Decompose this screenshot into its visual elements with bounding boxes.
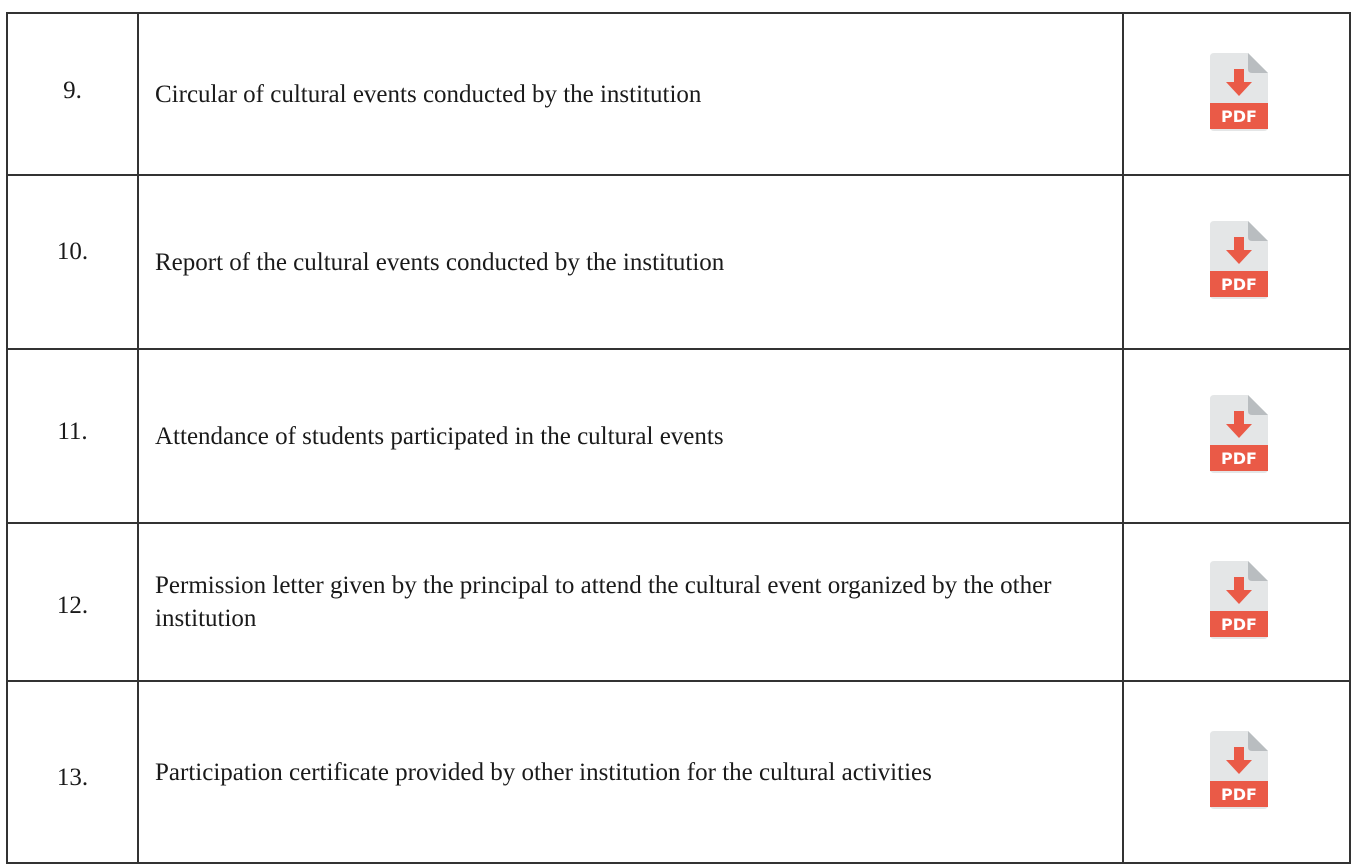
row-description: Attendance of students participated in the cultural events [138,349,1123,523]
row-description: Participation certificate provided by other institution for the cultural activities [138,681,1123,863]
documents-table [6,12,1351,864]
row-number-cell [7,175,138,349]
table-row [7,523,1350,681]
row-number-cell [7,349,138,523]
row-number: 9. [63,77,82,104]
pdf-download-icon[interactable] [1210,561,1268,639]
row-number: 11. [57,418,88,445]
row-number: 10. [56,238,89,265]
pdf-download-icon[interactable] [1210,221,1268,299]
pdf-cell [1123,681,1350,863]
pdf-label: PDF [1220,106,1257,126]
pdf-cell [1123,13,1350,175]
pdf-cell [1123,523,1350,681]
row-number: 13. [56,764,89,791]
row-description: Permission letter given by the principal to attend the cultural event organized by the other institution [138,523,1123,681]
pdf-label: PDF [1220,448,1257,468]
row-number-cell [7,13,138,175]
table-row [7,349,1350,523]
pdf-cell [1123,349,1350,523]
pdf-label: PDF [1220,274,1257,294]
row-number-cell [7,681,138,863]
pdf-label: PDF [1220,614,1257,634]
row-description: Report of the cultural events conducted by the institution [138,175,1123,349]
row-number-cell [7,523,138,681]
row-number: 12. [56,592,89,619]
pdf-download-icon[interactable] [1210,731,1268,809]
pdf-cell [1123,175,1350,349]
pdf-download-icon[interactable] [1210,395,1268,473]
pdf-download-icon[interactable] [1210,53,1268,131]
row-description: Circular of cultural events conducted by the institution [138,13,1123,175]
table-row [7,13,1350,175]
table-row [7,681,1350,863]
pdf-label: PDF [1220,784,1257,804]
table-row [7,175,1350,349]
